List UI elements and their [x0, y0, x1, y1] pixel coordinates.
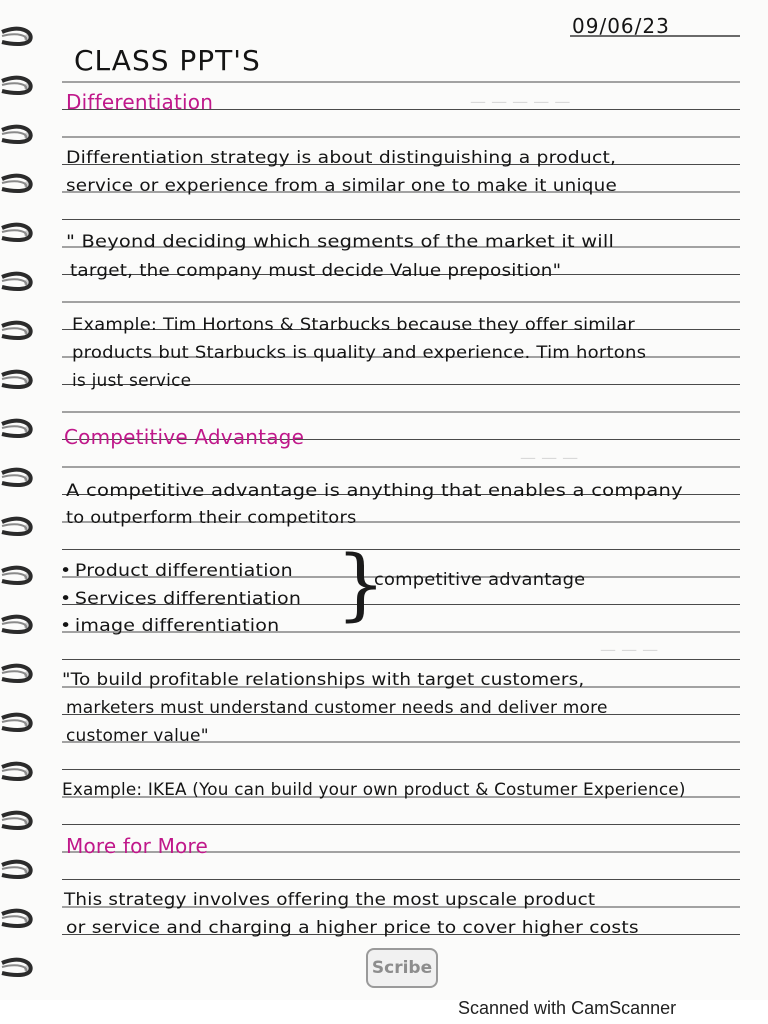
spiral-coil: [2, 127, 32, 142]
example-line: is just service: [72, 371, 192, 391]
spiral-coil: [2, 225, 32, 240]
spiral-coil: [2, 323, 32, 338]
paragraph-line: A competitive advantage is anything that enables a company: [66, 481, 683, 501]
paragraph-line: This strategy involves offering the most upscale product: [64, 890, 596, 910]
spiral-coil: [2, 862, 32, 877]
bullet-item: • Product differentiation: [60, 561, 293, 581]
bleed-through-text: — — — — —: [470, 92, 571, 111]
spiral-coil: [2, 764, 32, 779]
quote-line: " Beyond deciding which segments of the market it will: [66, 232, 615, 252]
brace-label: competitive advantage: [374, 570, 586, 590]
example-line: products but Starbucks is quality and experience. Tim hortons: [72, 343, 647, 363]
bleed-through-text: — — —: [520, 448, 579, 467]
bullet-item: • Services differentiation: [60, 589, 301, 609]
quote-line: customer value": [66, 726, 209, 746]
spiral-coil: [2, 568, 32, 583]
example-line: Example: IKEA (You can build your own product & Costumer Experience): [62, 780, 686, 800]
quote-line: "To build profitable relationships with target customers,: [62, 670, 585, 690]
section-heading-differentiation: Differentiation: [66, 90, 214, 114]
spiral-coil: [2, 421, 32, 436]
spiral-coil: [2, 176, 32, 191]
section-heading-competitive-advantage: Competitive Advantage: [64, 425, 305, 449]
date: 09/06/23: [572, 14, 670, 38]
spiral-coil: [2, 666, 32, 681]
paragraph-line: or service and charging a higher price to cover higher costs: [66, 918, 639, 938]
quote-line: marketers must understand customer needs and deliver more: [66, 698, 608, 718]
spiral-coil: [2, 911, 32, 926]
spiral-coil: [2, 470, 32, 485]
paragraph-line: to outperform their competitors: [66, 508, 357, 528]
spiral-coil: [2, 372, 32, 387]
bleed-through-text: — — —: [600, 640, 659, 659]
bullet-item: • image differentiation: [60, 616, 279, 636]
page-title: CLASS PPT'S: [74, 44, 261, 77]
curly-brace: }: [336, 540, 386, 630]
paragraph-line: Differentiation strategy is about distinguishing a product,: [66, 148, 617, 168]
spiral-binding: [0, 0, 44, 1000]
spiral-coil: [2, 78, 32, 93]
quote-line: target, the company must decide Value preposition": [70, 261, 562, 281]
spiral-coil: [2, 813, 32, 828]
spiral-coil: [2, 715, 32, 730]
paragraph-line: service or experience from a similar one to make it unique: [66, 176, 618, 196]
spiral-coil: [2, 617, 32, 632]
example-line: Example: Tim Hortons & Starbucks because they offer similar: [72, 315, 635, 335]
section-heading-more-for-more: More for More: [66, 834, 208, 858]
spiral-coil: [2, 274, 32, 289]
spiral-coil: [2, 29, 32, 44]
scribe-logo-badge: Scribe: [366, 948, 438, 988]
spiral-coil: [2, 519, 32, 534]
spiral-coil: [2, 960, 32, 975]
scanner-watermark: Scanned with CamScanner: [458, 998, 677, 1018]
